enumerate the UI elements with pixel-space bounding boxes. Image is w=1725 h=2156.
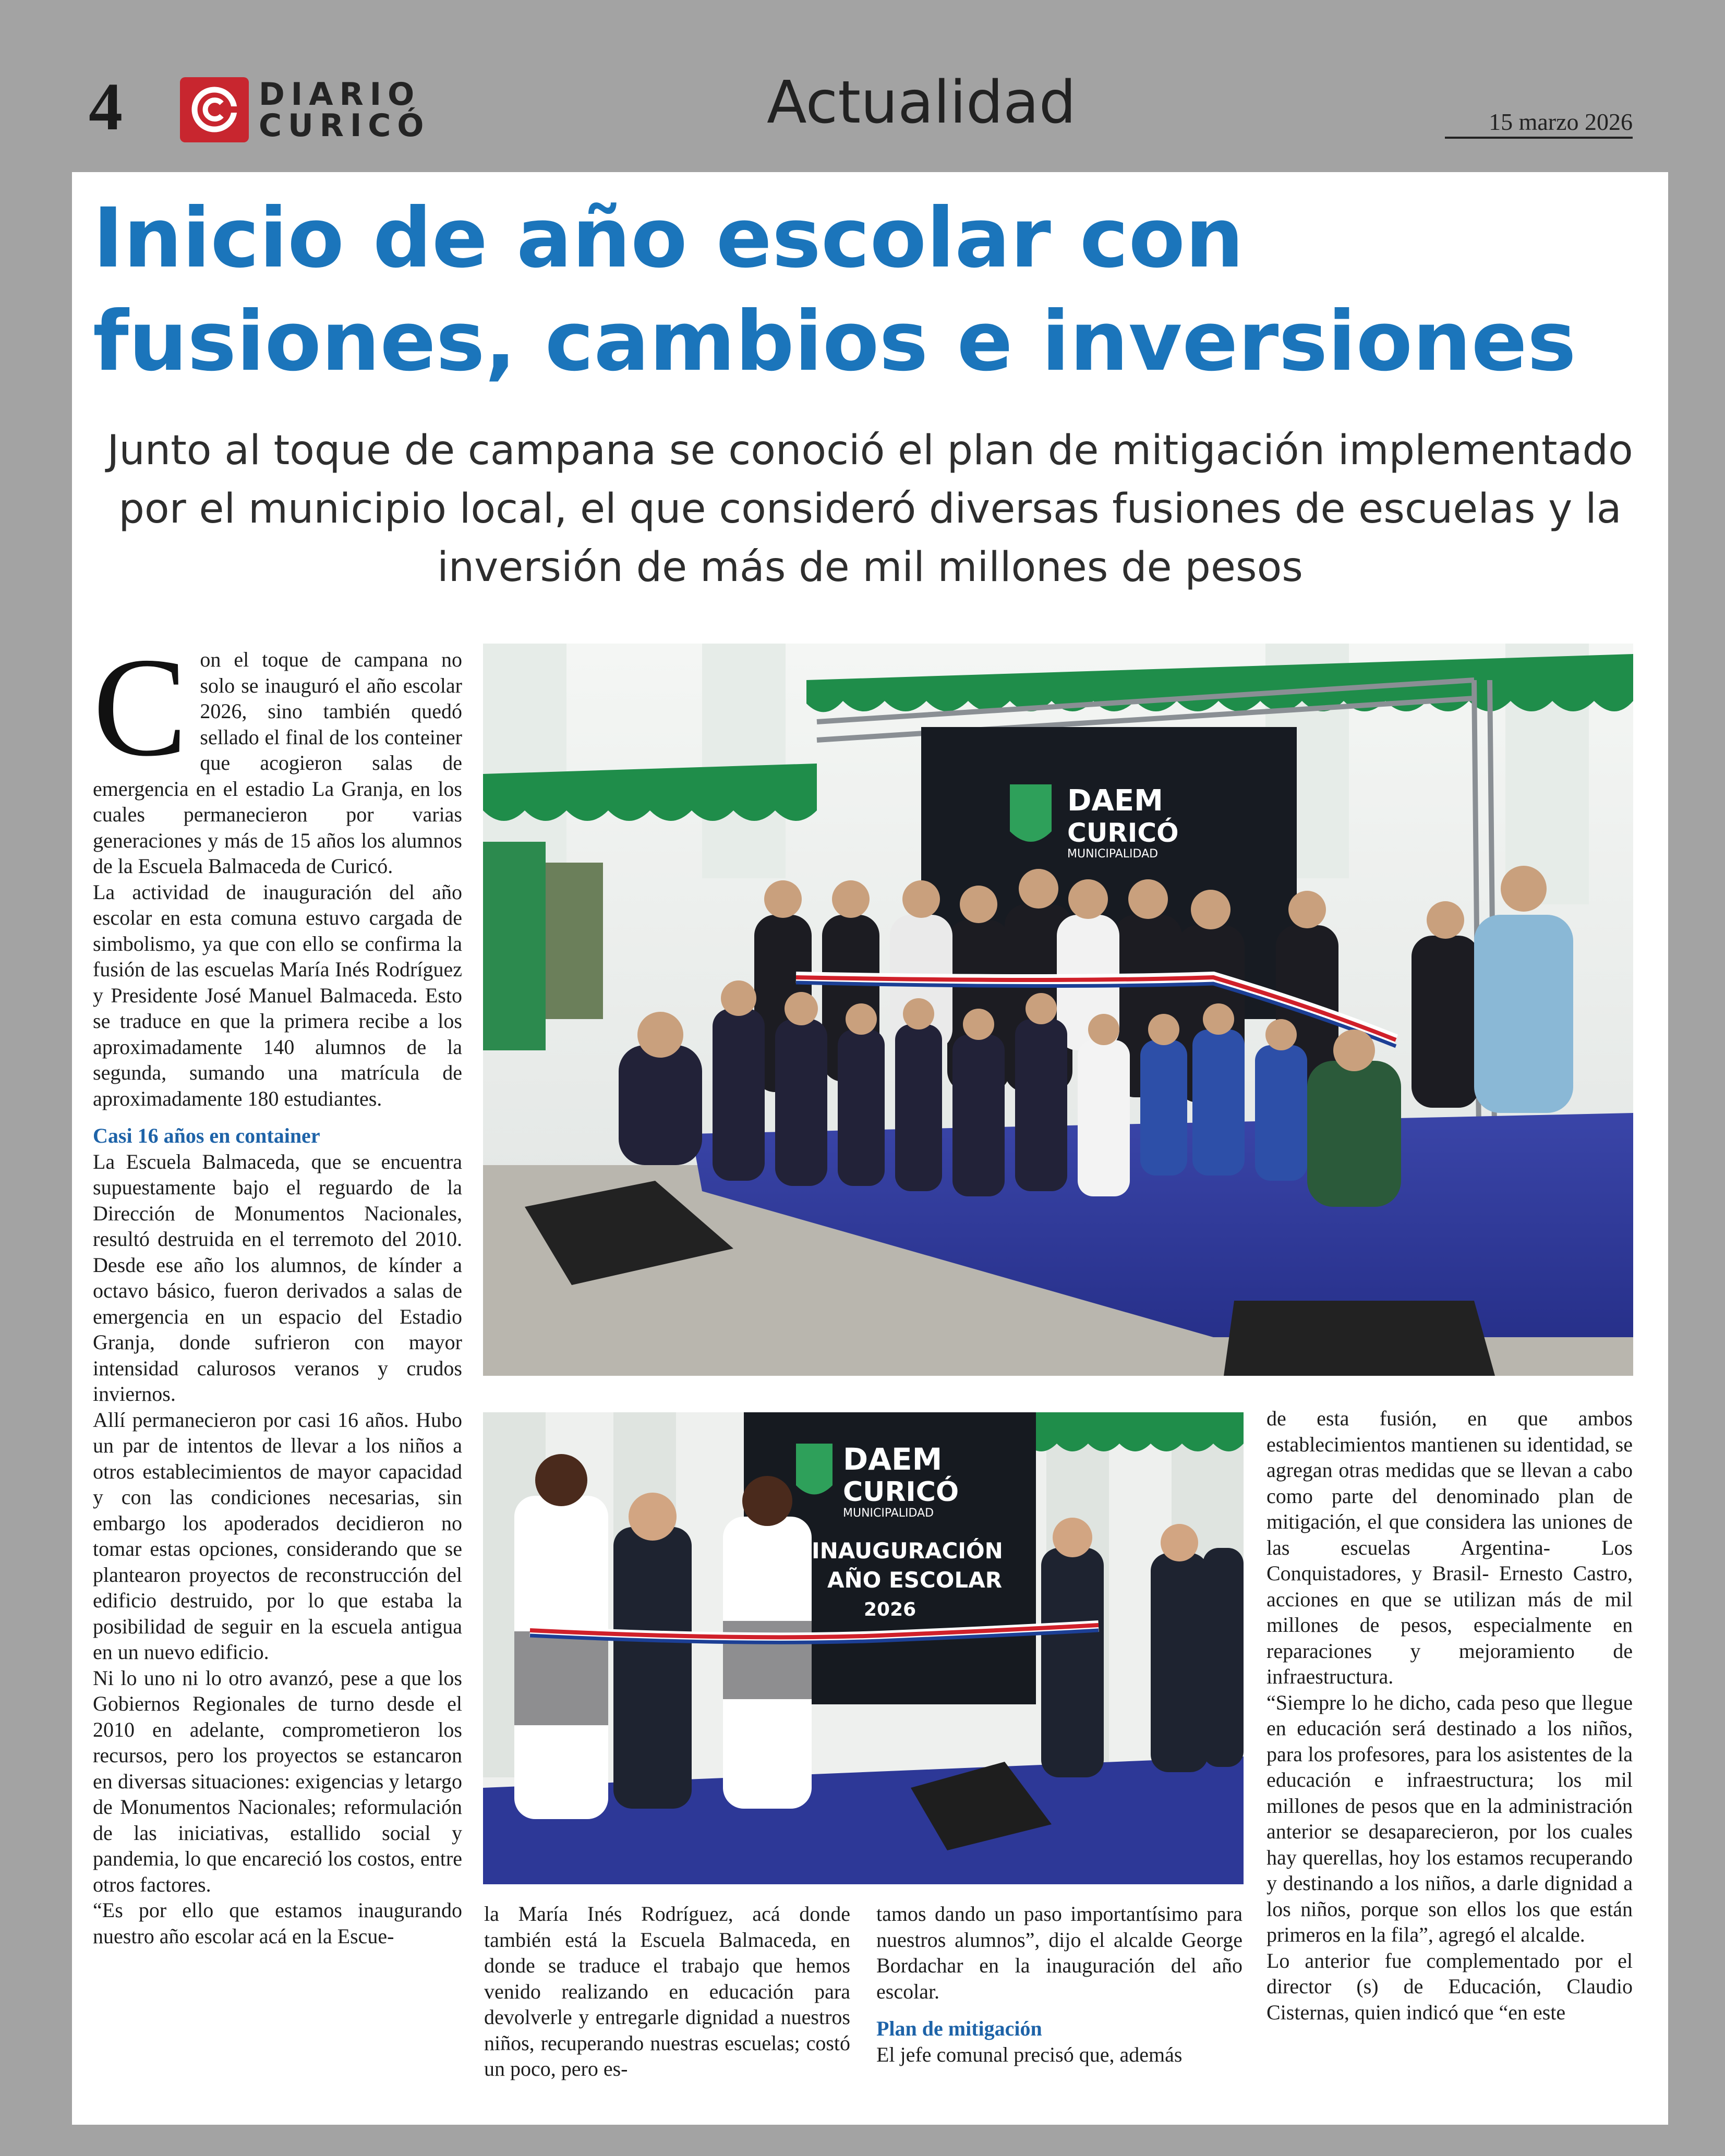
column-1	[93, 628, 462, 1949]
paragraph: de esta fusión, en que ambos establecimientos mantienen su identidad, se agregan otras medidas que se llevan a cabo como parte del denominado plan de mitigación, el que considera las uniones de las escuelas Argentina- Los Conquistadores, y Brasil- Ernesto Castro, acciones en que se utilizan más de mil millones de pesos, especialmente en reparaciones y mejoramiento de infraestructura.	[1266, 1407, 1633, 1688]
paragraph: “Es por ello que estamos inaugurando nuestro año escolar acá en la Escue-	[93, 1898, 462, 1948]
screen-curico: CURICÓ	[843, 1476, 959, 1508]
screen-daem: DAEM	[843, 1442, 943, 1477]
subhead-container: Casi 16 años en container	[93, 1124, 320, 1147]
paragraph: La actividad de inauguración del año escolar en esta comuna estuvo cargada de simbolismo, ya que con ello se confirma la fusión de las escuelas María Inés Rodríguez y Presidente José Manuel Balmaceda. Esto se traduce en que la primera recibe a los aproximadamente 140 alumnos de la segunda, sumando una matrícula de aproximadamente 180 estudiantes.	[93, 880, 462, 1110]
article-sheet	[72, 172, 1668, 2125]
paragraph: “Siempre lo he dicho, cada peso que llegue en educación será destinado a los niños, para los profesores, para los asistentes de la educación e infraestructura; los mil millones de pesos que en la administración anterior se desaparecieron, por los cuales hay querellas, hoy los estamos recuperando y destinando a los niños, a darle dignidad a los niños, porque son ellos los que están primeros en la fila”, agregó el alcalde.	[1266, 1690, 1633, 1946]
subhead-plan-mitigacion: Plan de mitigación	[876, 2017, 1042, 2040]
paragraph: tamos dando un paso importantísimo para nuestros alumnos”, dijo el alcalde George Bordachar en la inauguración del año escolar.	[876, 1902, 1243, 2003]
date-rule	[1445, 137, 1633, 139]
section-title: Actualidad	[767, 69, 1076, 137]
deck: Junto al toque de campana se conoció el plan de mitigación implementado por el municipio local, el que consideró diversas fusiones de escuelas y la inversión de más de mil millones de pesos	[107, 427, 1633, 591]
screen-year: 2026	[864, 1599, 916, 1620]
column-3	[876, 1901, 1243, 2067]
paragraph: Allí permanecieron por casi 16 años. Hubo un par de intentos de llevar a los niños a otros establecimientos de mayor capacidad y con las condiciones necesarias, sin embargo los apoderados decidieron no tomar estas opciones, considerando que se plantearon proyectos de reconstrucción del edificio destruido, por lo que estaba la posibilidad de seguir en la escuela antigua en un nuevo edificio.	[93, 1408, 462, 1664]
headline: Inicio de año escolar con fusiones, cambios e inversiones	[93, 190, 1576, 390]
dropcap: C	[93, 628, 188, 785]
paragraph: on el toque de campana no solo se inauguró el año escolar 2026, sino también quedó sellado el final de los conteiner que acogieron salas de emergencia en el estadio La Granja, en los cuales permanecieron por varias generaciones y más de 15 años los alumnos de la Escuela Balmaceda de Curicó.	[93, 648, 462, 878]
paragraph: El jefe comunal precisó que, además	[876, 2042, 1183, 2066]
paragraph: Lo anterior fue complementado por el director (s) de Educación, Claudio Cisternas, quien indicó que “en este	[1266, 1948, 1633, 2024]
paragraph: La Escuela Balmaceda, que se encuentra supuestamente bajo el reguardo de la Dirección de Monumentos Nacionales, resultó destruida en el terremoto del 2010. Desde ese año los alumnos, de kínder a octavo básico, fueron derivados a salas de emergencia en un espacio del Estadio Granja, donde sufrieron con mayor intensidad calurosos veranos y crudos inviernos.	[93, 1149, 462, 1406]
screen-inauguracion: INAUGURACIÓN	[812, 1538, 1003, 1564]
screen-ano-escolar: AÑO ESCOLAR	[827, 1567, 1003, 1593]
photo-students-ribbon	[483, 1412, 1244, 1884]
column-2	[484, 1901, 850, 2082]
masthead	[0, 0, 1725, 172]
screen-curico: CURICÓ	[1067, 818, 1179, 848]
column-4	[1266, 1406, 1633, 2025]
screen-municipalidad: MUNICIPALIDAD	[843, 1507, 934, 1520]
logo-line-1: DIARIO	[259, 76, 421, 113]
page-number: 4	[89, 69, 123, 144]
issue-date: 15 marzo 2026	[1489, 108, 1633, 135]
photo-ribbon-cutting-stage	[483, 644, 1633, 1376]
diario-curico-logo-icon	[180, 77, 249, 142]
paragraph: Ni lo uno ni lo otro avanzó, pese a que los Gobiernos Regionales de turno desde el 2010 en adelante, comprometieron los recursos, pero los proyectos se estancaron en diversas situaciones: exigencias y letargo de Monumentos Nacionales; reformulación de las iniciativas, estallido social y pandemia, lo que encareció los costos, entre otros factores.	[93, 1666, 462, 1896]
screen-municipalidad: MUNICIPALIDAD	[1067, 847, 1159, 861]
screen-daem: DAEM	[1067, 784, 1163, 818]
logo-line-2: CURICÓ	[259, 107, 430, 144]
paragraph: la María Inés Rodríguez, acá donde también está la Escuela Balmaceda, en donde se traduce el trabajo que hemos venido realizando en educación para devolverle y entregarle dignidad a nuestros niños, recuperando nuestras escuelas; costó un poco, pero es-	[484, 1902, 850, 2080]
